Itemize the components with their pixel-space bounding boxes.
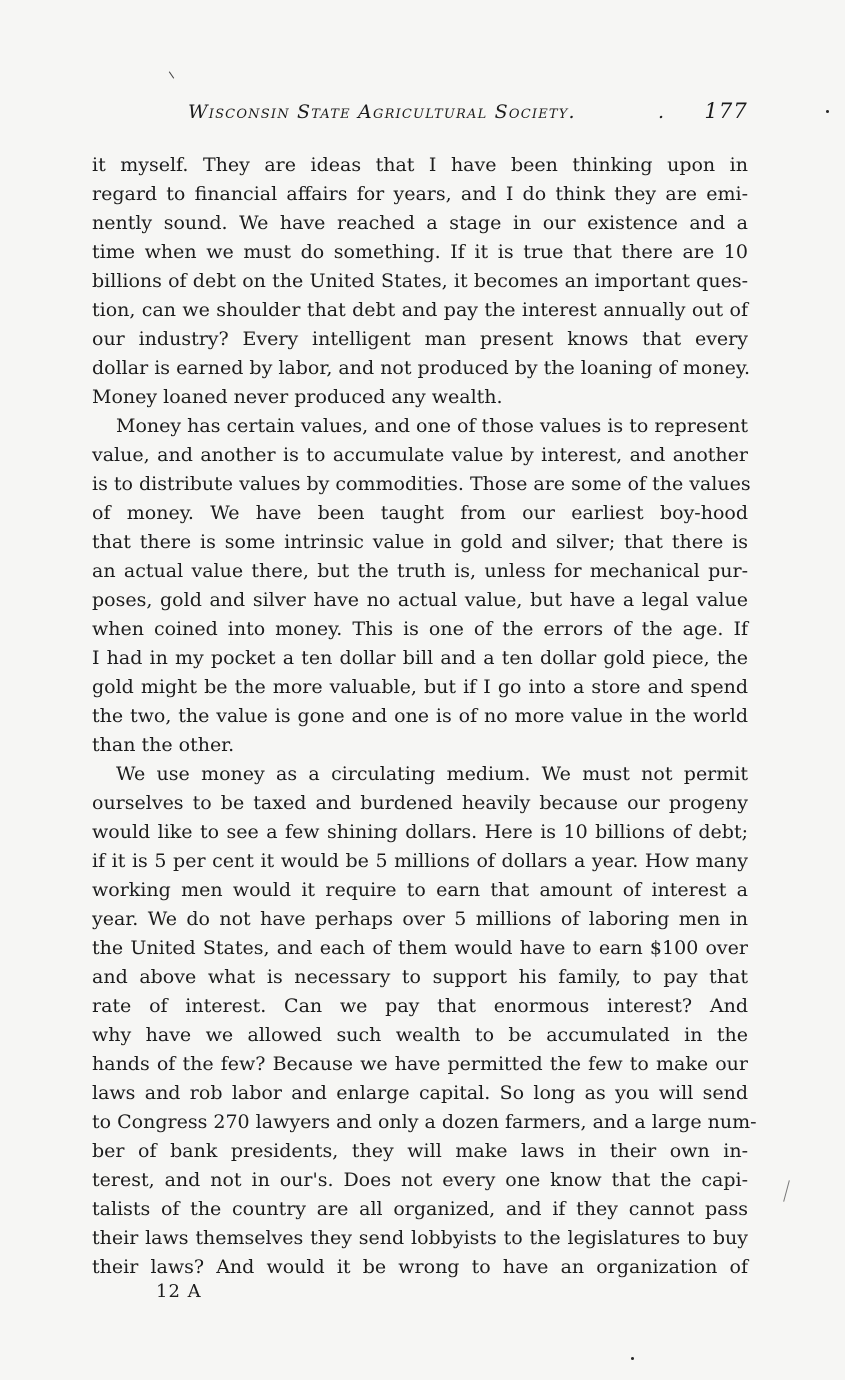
text-line: value, and another is to accumulate value by interest, and another xyxy=(92,444,748,466)
text-line: why have we allowed such wealth to be accumulated in the xyxy=(92,1024,748,1046)
text-line: year. We do not have perhaps over 5 millions of laboring men in xyxy=(92,908,748,930)
text-line: time when we must do something. If it is true that there are 10 xyxy=(92,241,748,263)
running-head xyxy=(188,101,748,133)
text-line: our industry? Every intelligent man present knows that every xyxy=(92,328,748,350)
scan-artifact xyxy=(169,71,174,78)
text-line: I had in my pocket a ten dollar bill and a ten dollar gold piece, the xyxy=(92,647,748,669)
text-line: their laws? And would it be wrong to have an organization of xyxy=(92,1256,748,1278)
text-line: to Congress 270 lawyers and only a dozen farmers, and a large num- xyxy=(92,1111,757,1133)
text-line: dollar is earned by labor, and not produced by the loaning of money. xyxy=(92,357,751,379)
text-line: it myself. They are ideas that I have been thinking upon in xyxy=(92,154,748,176)
running-title: Wisconsin State Agricultural Society. xyxy=(188,101,576,123)
header-separator: . xyxy=(658,101,666,123)
text-line: billions of debt on the United States, it becomes an important ques- xyxy=(92,270,748,292)
scan-speck xyxy=(631,1357,634,1360)
text-line: poses, gold and silver have no actual value, but have a legal value xyxy=(92,589,748,611)
text-line: regard to financial affairs for years, and I do think they are emi- xyxy=(92,183,748,205)
text-line: ber of bank presidents, they will make laws in their own in- xyxy=(92,1140,748,1162)
text-line: rate of interest. Can we pay that enormous interest? And xyxy=(92,995,748,1017)
scan-speck xyxy=(826,110,829,113)
text-line: talists of the country are all organized, and if they cannot pass xyxy=(92,1198,748,1220)
text-line: hands of the few? Because we have permitted the few to make our xyxy=(92,1053,748,1075)
scan-artifact xyxy=(783,1180,790,1202)
text-line: their laws themselves they send lobbyists to the legislatures to buy xyxy=(92,1227,748,1249)
page-number: 177 xyxy=(704,99,748,123)
text-line: the United States, and each of them would have to earn $100 over xyxy=(92,937,748,959)
text-line: is to distribute values by commodities. Those are some of the values xyxy=(92,473,751,495)
text-line-paragraph-end: Money loaned never produced any wealth. xyxy=(92,386,503,408)
text-line: an actual value there, but the truth is, unless for mechanical pur- xyxy=(92,560,748,582)
text-line: terest, and not in our's. Does not every one know that the capi- xyxy=(92,1169,748,1191)
text-line: tion, can we shoulder that debt and pay the interest annually out of xyxy=(92,299,748,321)
text-line: would like to see a few shining dollars. Here is 10 billions of debt; xyxy=(92,821,748,843)
text-line: if it is 5 per cent it would be 5 millions of dollars a year. How many xyxy=(92,850,748,872)
text-line: and above what is necessary to support his family, to pay that xyxy=(92,966,748,988)
text-line: laws and rob labor and enlarge capital. So long as you will send xyxy=(92,1082,748,1104)
text-line: the two, the value is gone and one is of no more value in the world xyxy=(92,705,748,727)
text-line: when coined into money. This is one of the errors of the age. If xyxy=(92,618,748,640)
signature-mark: 12 A xyxy=(156,1281,202,1302)
text-line: working men would it require to earn that amount of interest a xyxy=(92,879,748,901)
text-line-paragraph-start: Money has certain values, and one of those values is to represent xyxy=(116,415,748,437)
text-line-paragraph-end: than the other. xyxy=(92,734,235,756)
text-line: nently sound. We have reached a stage in our existence and a xyxy=(92,212,748,234)
text-line-paragraph-start: We use money as a circulating medium. We must not permit xyxy=(116,763,748,785)
text-line: that there is some intrinsic value in gold and silver; that there is xyxy=(92,531,748,553)
text-line: ourselves to be taxed and burdened heavily because our progeny xyxy=(92,792,748,814)
body-text xyxy=(92,151,757,1282)
text-line: gold might be the more valuable, but if I go into a store and spend xyxy=(92,676,748,698)
text-line: of money. We have been taught from our earliest boy-hood xyxy=(92,502,748,524)
